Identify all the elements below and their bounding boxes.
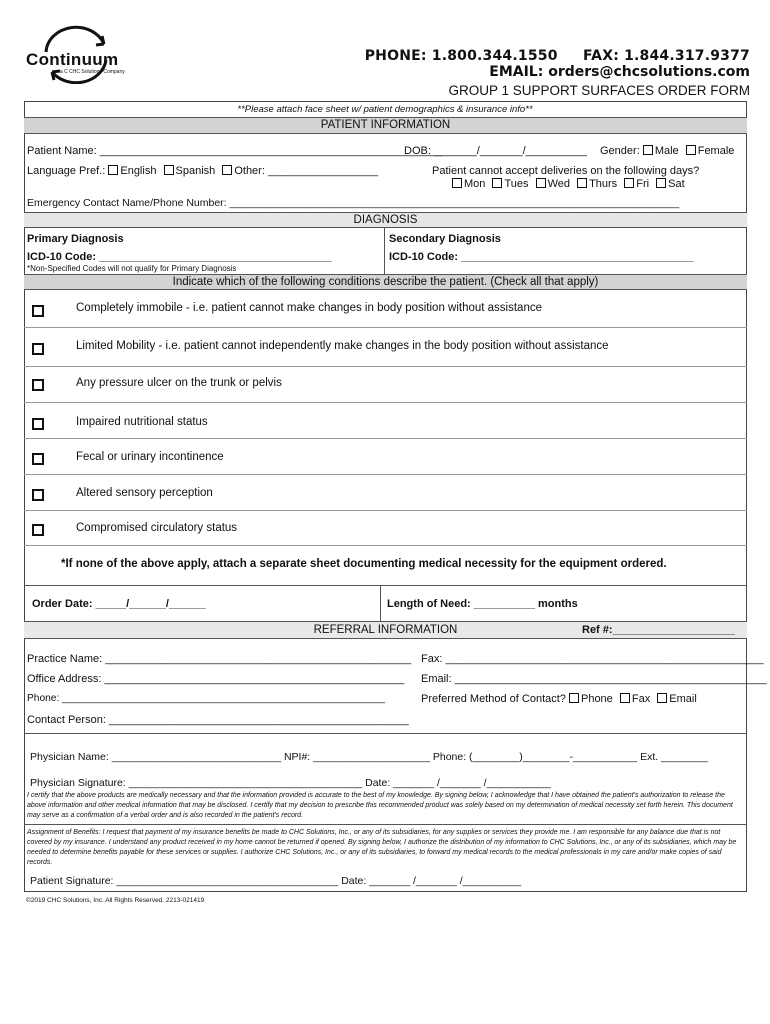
condition-checkbox[interactable] [32, 305, 44, 317]
condition-checkbox[interactable] [32, 418, 44, 430]
order-divider [380, 585, 381, 621]
female-label: Female [697, 145, 735, 157]
assignment-of-benefits-text: Assignment of Benefits: I request that payment of my insurance benefits be made to CHC Solutions, Inc., or any of its subsidiaries, for any supplies or services they provide me. I am responsible for any balance due that is not covered by my insurance. I understand any product received in my home cannot be returned if opened. By signing below, I authorize the distribution of my information to CHC Solutions, Inc., or any of its subsidiaries, which may be needed to determine benefits payable for these services or supplies. I authorize CHC Solutions, Inc., or any of its subsidiaries, to forward my medical records to the medical professionals in my care and/or make copies of said records. [27, 829, 737, 866]
row-divider [24, 510, 747, 511]
phone-field[interactable]: Phone: _________________________________________________________ [27, 693, 386, 704]
patient-name-field[interactable]: Patient Name: ________________________________________________________ [27, 145, 443, 157]
contact-person-field[interactable]: Contact Person: _________________________________________________ [27, 714, 409, 726]
day-sat-checkbox[interactable] [656, 178, 666, 188]
physician-info-line[interactable]: Physician Name: _____________________________ NPI#: ____________________ Phone: (________)________-___________ Ext. ________ [30, 751, 708, 763]
spanish-label: Spanish [175, 165, 216, 177]
english-checkbox[interactable] [108, 165, 118, 175]
contact-email: EMAIL: orders@chcsolutions.com [489, 64, 750, 80]
form-title: GROUP 1 SUPPORT SURFACES ORDER FORM [448, 83, 750, 98]
other-language-field[interactable]: Other: __________________ [234, 165, 379, 177]
diagnosis-divider [384, 228, 385, 274]
secondary-diagnosis-label: Secondary Diagnosis [389, 233, 501, 245]
ref-number-field[interactable]: Ref #:____________________ [582, 624, 735, 636]
email-field[interactable]: Email: ___________________________________________________ [421, 673, 767, 685]
row-divider [24, 545, 747, 546]
primary-diagnosis-label: Primary Diagnosis [27, 233, 124, 245]
condition-label: Impaired nutritional status [76, 416, 208, 428]
gender-label: Gender: [600, 145, 640, 157]
condition-label: Any pressure ulcer on the trunk or pelvis [76, 377, 282, 389]
physician-certification-text: I certify that the above products are medically necessary and that the information provided is accurate to the best of my knowledge. By signing below, I acknowledge that I have obtained the patient's authorization to release the above information and other medical information that may be disclosed. I certify that my decision to prescribe this recommended product was solely based on my determination of medical necessity set forth herein. This document may serve as a confirmation of a verbal order and is also recorded in the patient's record. [27, 792, 733, 819]
male-checkbox[interactable] [643, 145, 653, 155]
referral-title: REFERRAL INFORMATION [313, 624, 458, 636]
spanish-checkbox[interactable] [164, 165, 174, 175]
day-mon-label: Mon [464, 178, 486, 190]
contact-phone-label: Phone [580, 693, 613, 705]
continuum-logo [22, 22, 162, 84]
condition-checkbox[interactable] [32, 524, 44, 536]
fax-field[interactable]: Fax: ____________________________________________________ [421, 653, 764, 665]
condition-label: Altered sensory perception [76, 487, 213, 499]
other-checkbox[interactable] [222, 165, 232, 175]
gender-group [600, 145, 734, 157]
length-of-need-field[interactable]: Length of Need: __________ months [387, 598, 578, 610]
contact-email-checkbox[interactable] [657, 693, 667, 703]
condition-checkbox[interactable] [32, 379, 44, 391]
day-wed-checkbox[interactable] [536, 178, 546, 188]
language-label: Language Pref.: [27, 165, 106, 177]
row-divider [24, 824, 747, 825]
copyright-footer: ©2019 CHC Solutions, Inc. All Rights Reserved. 2213-021419 [26, 897, 205, 904]
day-thurs-checkbox[interactable] [577, 178, 587, 188]
day-wed-label: Wed [547, 178, 570, 190]
condition-label: Fecal or urinary incontinence [76, 451, 224, 463]
delivery-question: Patient cannot accept deliveries on the following days? [432, 165, 700, 177]
diagnosis-header: DIAGNOSIS [24, 212, 747, 228]
contact-phone-checkbox[interactable] [569, 693, 579, 703]
practice-name-field[interactable]: Practice Name: __________________________________________________ [27, 653, 412, 665]
nonspecified-note: *Non-Specified Codes will not qualify for Primary Diagnosis [27, 264, 237, 273]
condition-label: Compromised circulatory status [76, 522, 238, 534]
day-mon-checkbox[interactable] [452, 178, 462, 188]
contact-method-label: Preferred Method of Contact? [421, 693, 566, 705]
contact-fax-checkbox[interactable] [620, 693, 630, 703]
female-checkbox[interactable] [686, 145, 696, 155]
logo-tagline: a C CHC Solutions Company [60, 69, 125, 75]
condition-checkbox[interactable] [32, 453, 44, 465]
order-date-field[interactable]: Order Date: _____/______/______ [32, 598, 206, 610]
attach-note: **Please attach face sheet w/ patient demographics & insurance info** [237, 104, 533, 115]
row-divider [24, 327, 747, 328]
day-fri-checkbox[interactable] [624, 178, 634, 188]
secondary-icd-field[interactable]: ICD-10 Code: ______________________________________ [389, 251, 694, 263]
row-divider [24, 474, 747, 475]
male-label: Male [654, 145, 679, 157]
row-divider [24, 366, 747, 367]
row-divider [24, 438, 747, 439]
contact-fax-label: Fax [631, 693, 651, 705]
office-address-field[interactable]: Office Address: _________________________________________________ [27, 673, 405, 685]
physician-signature-line[interactable]: Physician Signature: ________________________________________ Date: _______ /_______ /___________ [30, 777, 551, 789]
logo-wordmark: Continuum [26, 50, 119, 69]
day-tues-label: Tues [504, 178, 529, 190]
row-divider [24, 733, 747, 734]
condition-label: Completely immobile - i.e. patient cannot make changes in body position without assistance [76, 302, 542, 314]
contact-email-label: Email [669, 693, 697, 705]
condition-checkbox[interactable] [32, 489, 44, 501]
condition-label: Limited Mobility - i.e. patient cannot independently make changes in the body position without assistance [76, 340, 609, 352]
day-fri-label: Fri [636, 178, 650, 190]
patient-signature-line[interactable]: Patient Signature: ______________________________________ Date: _______ /_______ /__________ [30, 875, 522, 887]
row-divider [24, 402, 747, 403]
dob-field[interactable]: DOB: _______/_______/__________ [404, 145, 587, 157]
day-sat-label: Sat [668, 178, 685, 190]
primary-icd-field[interactable]: ICD-10 Code: ______________________________________ [27, 251, 332, 263]
day-thurs-label: Thurs [589, 178, 618, 190]
emergency-contact-field[interactable]: Emergency Contact Name/Phone Number: _____________________________________________________________________________ [27, 197, 680, 209]
contact-method-group [421, 693, 697, 705]
day-tues-checkbox[interactable] [492, 178, 502, 188]
english-label: English [120, 165, 157, 177]
contact-phone-fax: PHONE: 1.800.344.1550 FAX: 1.844.317.9377 [364, 48, 750, 64]
medical-necessity-note: *If none of the above apply, attach a separate sheet documenting medical necessity for the equipment ordered. [61, 558, 667, 570]
row-divider [24, 585, 747, 586]
delivery-days [452, 178, 685, 190]
conditions-header: Indicate which of the following conditions describe the patient. (Check all that apply) [24, 274, 747, 290]
condition-checkbox[interactable] [32, 343, 44, 355]
language-group [27, 165, 378, 177]
patient-info-header: PATIENT INFORMATION [24, 117, 747, 134]
